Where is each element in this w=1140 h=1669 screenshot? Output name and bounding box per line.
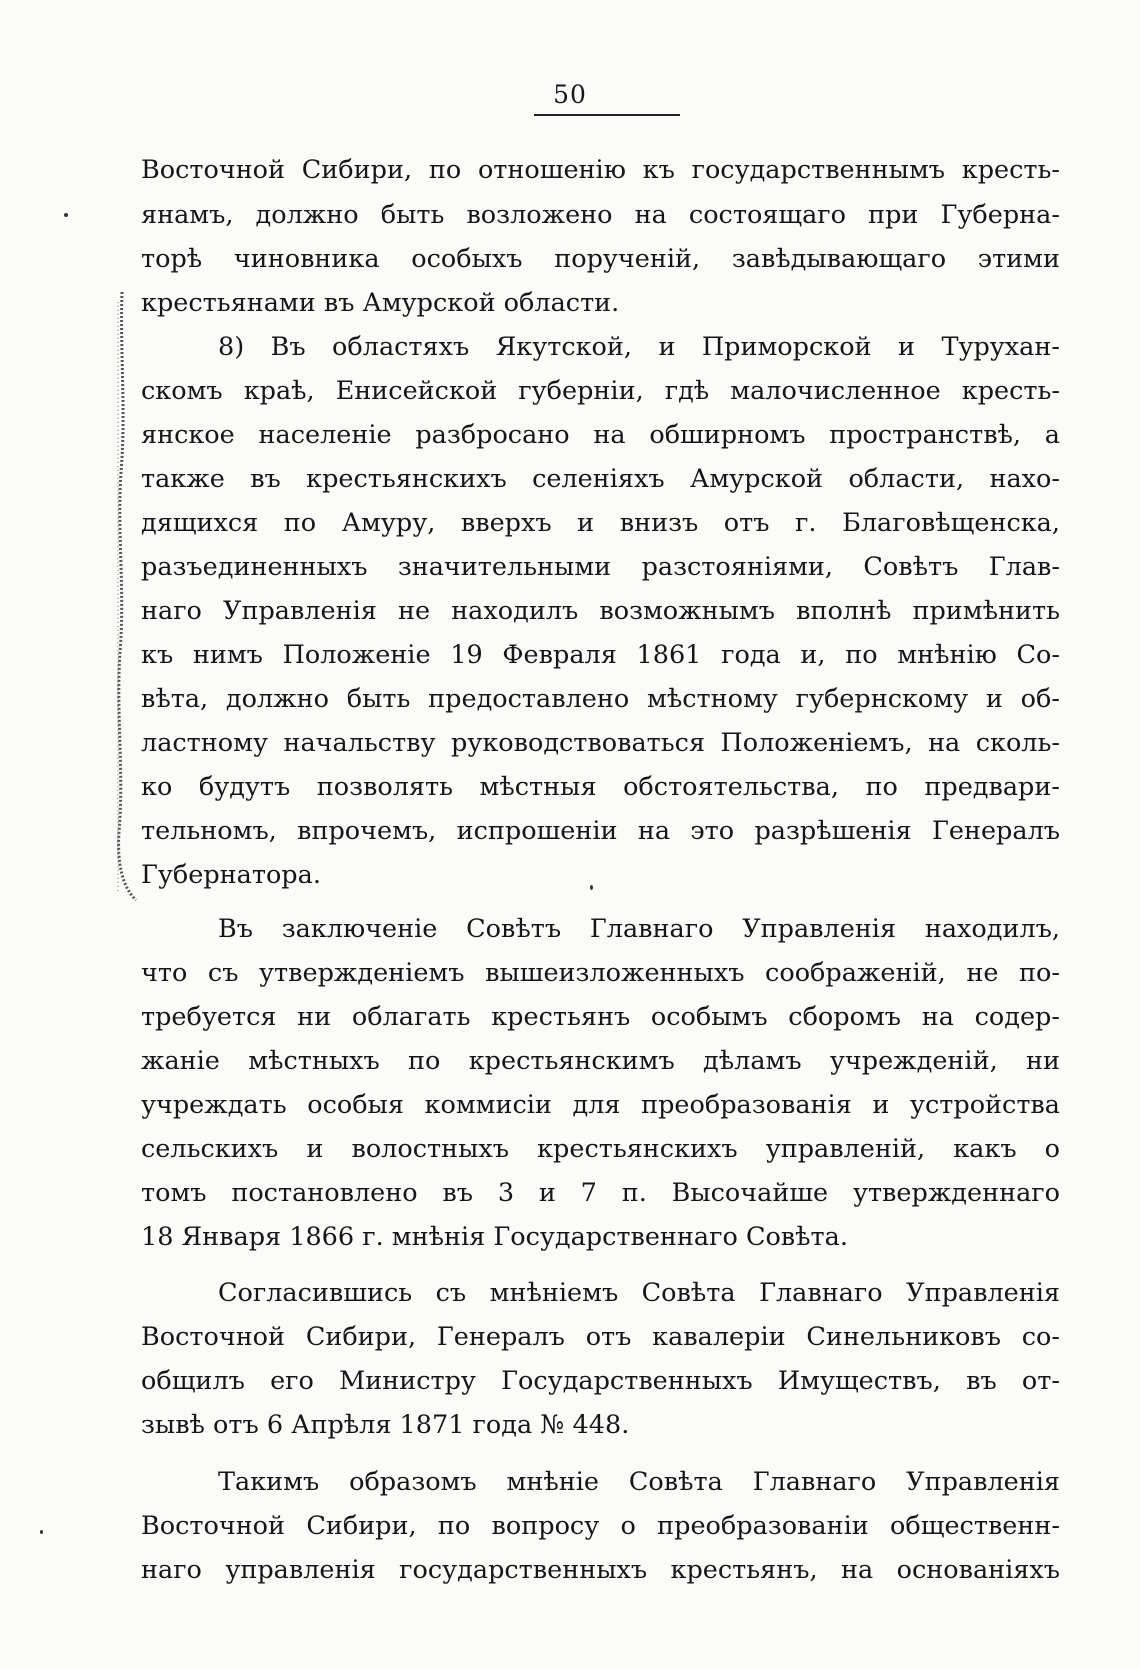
text-line: общилъ его Министру Государственныхъ Имуществъ, въ от- (141, 1366, 1060, 1396)
page-number: 50 (553, 80, 587, 109)
text-line: Восточной Сибири, по вопросу о преобразованіи общественн- (141, 1511, 1060, 1541)
text-line: янамъ, должно быть возложено на состоящаго при Губерна- (141, 200, 1060, 230)
text-line: наго Управленія не находилъ возможнымъ вполнѣ примѣнить (141, 596, 1060, 626)
text-line: также въ крестьянскихъ селеніяхъ Амурской области, нахо- (141, 464, 1060, 494)
text-line: тельномъ, впрочемъ, испрошеніи на это разрѣшенія Генералъ (141, 816, 1060, 846)
text-line: скомъ краѣ, Енисейской губерніи, гдѣ малочисленное кресть- (141, 376, 1060, 406)
text-line: Восточной Сибири, по отношенію къ государственнымъ кресть- (141, 155, 1060, 185)
margin-bracket-mark (108, 292, 138, 902)
text-line: Восточной Сибири, Генералъ отъ кавалеріи Синельниковъ со- (141, 1322, 1060, 1352)
text-line: сельскихъ и волостныхъ крестьянскихъ управленій, какъ о (141, 1134, 1060, 1164)
text-line: дящихся по Амуру, вверхъ и внизъ отъ г. Благовѣщенска, (141, 508, 1060, 538)
text-line: томъ постановлено въ 3 и 7 п. Высочайше утвержденнаго (141, 1178, 1060, 1208)
text-line: наго управленія государственныхъ крестьянъ, на основаніяхъ (141, 1555, 1060, 1585)
text-line: торѣ чиновника особыхъ порученій, завѣдывающаго этими (141, 244, 1060, 274)
ink-speck (40, 1530, 43, 1534)
text-line: 8) Въ областяхъ Якутской, и Приморской и Турухан- (218, 332, 1060, 362)
text-line: ко будутъ позволять мѣстныя обстоятельства, по предвари- (141, 772, 1060, 802)
text-line: зывѣ отъ 6 Апрѣля 1871 года № 448. (141, 1410, 630, 1440)
text-line: Такимъ образомъ мнѣніе Совѣта Главнаго Управленія (218, 1467, 1060, 1497)
text-line: учреждать особыя коммисіи для преобразованія и устройства (141, 1090, 1060, 1120)
text-line: янское населеніе разбросано на обширномъ пространствѣ, а (141, 420, 1060, 450)
text-line: вѣта, должно быть предоставлено мѣстному губернскому и об- (141, 684, 1060, 714)
text-line: разъединенныхъ значительными разстояніями, Совѣтъ Глав- (141, 552, 1060, 582)
text-line: ластному начальству руководствоваться Положеніемъ, на сколь- (141, 728, 1060, 758)
ink-speck (64, 213, 68, 217)
text-line: Губернатора. (141, 860, 321, 890)
text-line: Въ заключеніе Совѣтъ Главнаго Управленія находилъ, (218, 914, 1060, 944)
text-line: крестьянами въ Амурской области. (141, 288, 620, 318)
text-line: что съ утвержденіемъ вышеизложенныхъ соображеній, не по- (141, 958, 1060, 988)
text-line: жаніе мѣстныхъ по крестьянскимъ дѣламъ учрежденій, ни (141, 1046, 1060, 1076)
text-line: 18 Января 1866 г. мнѣнія Государственнаго Совѣта. (141, 1222, 848, 1252)
text-line: Согласившись съ мнѣніемъ Совѣта Главнаго Управленія (218, 1278, 1060, 1308)
header-rule (534, 114, 680, 116)
text-line: къ нимъ Положеніе 19 Февраля 1861 года и, по мнѣнію Со- (141, 640, 1060, 670)
text-line: требуется ни облагать крестьянъ особымъ сборомъ на содер- (141, 1002, 1060, 1032)
